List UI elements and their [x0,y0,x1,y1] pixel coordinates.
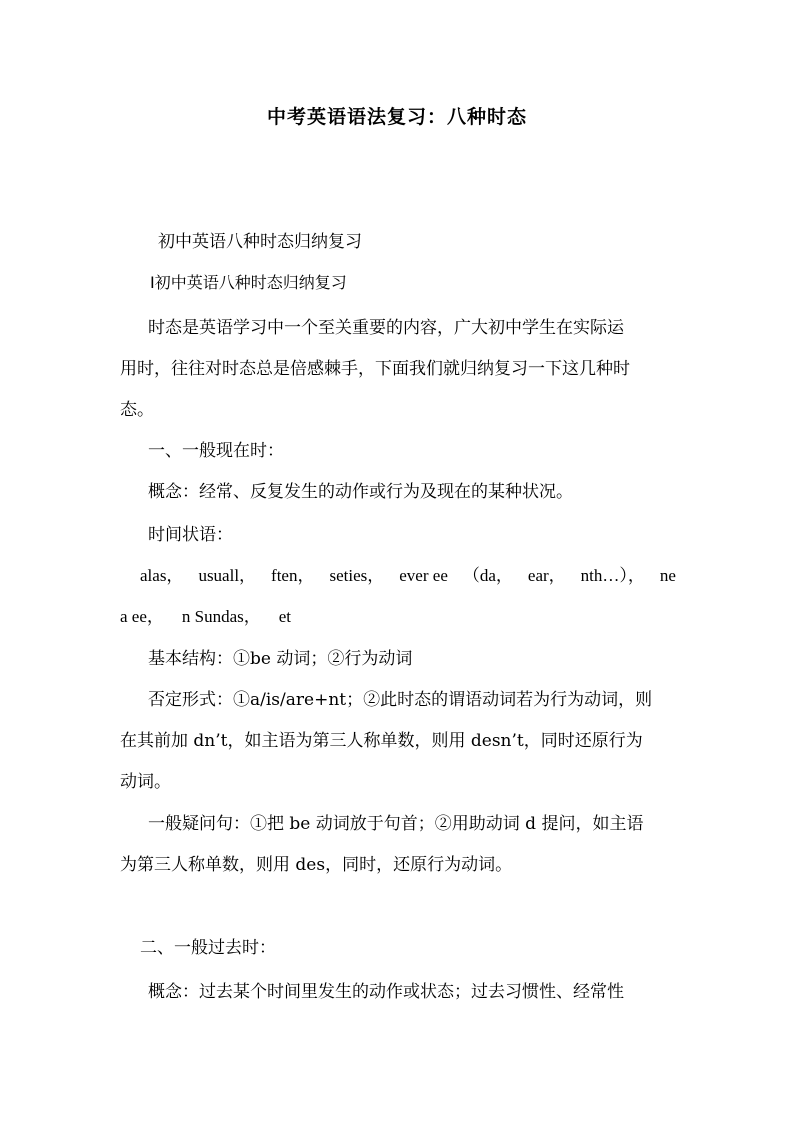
intro-paragraph-line: 态。 [120,400,154,420]
time-word: ear， [527,566,566,585]
time-word: ever ee [399,566,448,585]
time-word: （da， [462,566,513,585]
section1-time-label: 时间状语： [148,525,233,545]
section1-concept: 概念：经常、反复发生的动作或行为及现在的某种状况。 [148,482,573,502]
intro-heading: 初中英语八种时态归纳复习 [158,232,362,252]
time-word: alas， [140,566,184,585]
time-word: seties， [329,566,385,585]
section1-structure: 基本结构：①be 动词；②行为动词 [148,649,413,669]
section1-question-line: 为第三人称单数，则用 des，同时，还原行为动词。 [120,855,513,875]
time-adverbials-row [140,564,676,588]
intro-paragraph-line: 时态是英语学习中一个至关重要的内容，广大初中学生在实际运 [148,318,624,338]
section1-negative-line: 动词。 [120,772,171,792]
intro-paragraph-line: 用时，往往对时态总是倍感棘手，下面我们就归纳复习一下这几种时 [120,359,630,379]
section1-negative-line: 在其前加 dn’t，如主语为第三人称单数，则用 desn’t，同时还原行为 [120,731,643,751]
time-word: usuall， [198,566,257,585]
section2-heading: 二、一般过去时： [140,938,276,958]
page-title: 中考英语语法复习：八种时态 [266,106,527,128]
time-word: et [278,607,292,626]
time-adverbials-row-2 [120,605,291,629]
intro-subheading: Ⅰ初中英语八种时态归纳复习 [150,273,347,292]
time-word: nth…）， [580,566,645,585]
section1-heading: 一、一般现在时： [148,441,284,461]
section2-concept: 概念：过去某个时间里发生的动作或状态；过去习惯性、经常性 [148,982,624,1002]
time-word: n Sundas， [181,607,261,626]
section1-negative-line: 否定形式：①a/is/are+nt；②此时态的谓语动词若为行为动词，则 [148,690,653,710]
section1-question-line: 一般疑问句：①把 be 动词放于句首；②用助动词 d 提问，如主语 [148,814,644,834]
time-word: ne [659,566,676,585]
time-word: a ee， [120,607,164,626]
time-word: ften， [271,566,315,585]
